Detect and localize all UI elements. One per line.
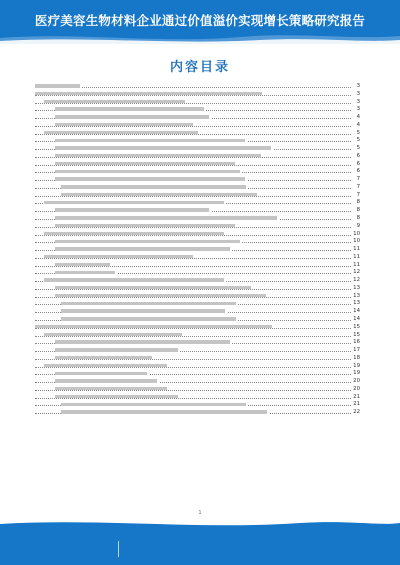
toc-entry-page: 6 (356, 152, 360, 159)
toc-entry-page: 19 (353, 362, 360, 369)
toc-entry[interactable] (35, 152, 360, 160)
toc-entry[interactable] (35, 346, 360, 354)
toc-entry-page: 10 (353, 230, 360, 237)
report-title: 医疗美容生物材料企业通过价值溢价实现增长策略研究报告 (34, 13, 366, 28)
toc-entry-page: 3 (356, 98, 360, 105)
page-number: 1 (198, 510, 202, 516)
toc-entry[interactable] (35, 129, 360, 137)
toc-entry[interactable] (35, 369, 360, 377)
toc-title: 内容目录 (169, 60, 230, 75)
footer-wave-decoration (0, 518, 400, 530)
toc-entry-page: 4 (356, 114, 360, 121)
report-footer (0, 527, 400, 565)
toc-entry[interactable] (35, 121, 360, 129)
toc-entry-page: 10 (353, 238, 360, 245)
toc-entry-label (35, 92, 264, 95)
toc-entry-label (55, 162, 237, 165)
toc-entry[interactable] (35, 323, 360, 331)
toc-entry-page: 16 (353, 339, 360, 346)
toc-entry-page: 12 (353, 277, 360, 284)
toc-entry-label (61, 193, 259, 196)
toc-entry-label (55, 387, 169, 390)
toc-entry-page: 20 (353, 385, 360, 392)
toc-entry-page: 17 (353, 347, 360, 354)
toc-entry-label (44, 131, 200, 134)
toc-entry-page: 20 (353, 378, 360, 385)
toc-entry-label (61, 185, 248, 188)
toc-entry[interactable] (35, 214, 360, 222)
toc-entry-label (44, 255, 195, 258)
toc-entry-label (55, 146, 273, 149)
toc-entry-page: 8 (356, 215, 360, 222)
toc-entry-page: 14 (353, 308, 360, 315)
toc-entry-label (55, 356, 154, 359)
toc-entry[interactable] (35, 292, 360, 300)
toc-entry-page: 3 (356, 90, 360, 97)
toc-entry[interactable] (35, 222, 360, 230)
toc-entry[interactable] (35, 245, 360, 253)
toc-entry-page: 8 (356, 199, 360, 206)
toc-entry[interactable] (35, 276, 360, 284)
toc-entry-label (61, 403, 248, 406)
toc-entry[interactable] (35, 144, 360, 152)
toc-entry-page: 21 (353, 401, 360, 408)
toc-entry-label (55, 216, 279, 219)
toc-entry-page: 14 (353, 315, 360, 322)
toc-entry-page: 19 (353, 370, 360, 377)
table-of-contents (35, 82, 360, 416)
toc-entry-page: 13 (353, 300, 360, 307)
toc-entry-page: 21 (353, 393, 360, 400)
toc-entry-page: 8 (356, 207, 360, 214)
toc-entry-label (55, 170, 242, 173)
toc-entry-label (55, 263, 112, 266)
toc-entry-label (44, 201, 226, 204)
toc-entry-label (55, 240, 242, 243)
toc-entry-label (61, 302, 238, 305)
toc-entry-label (55, 115, 211, 118)
toc-entry-page: 6 (356, 168, 360, 175)
toc-entry-label (55, 348, 180, 351)
toc-entry[interactable] (35, 331, 360, 339)
toc-entry-label (55, 177, 247, 180)
toc-entry[interactable] (35, 315, 360, 323)
toc-entry[interactable] (35, 385, 360, 393)
toc-entry-label (44, 100, 187, 103)
toc-entry[interactable] (35, 105, 360, 113)
toc-entry-page: 6 (356, 160, 360, 167)
toc-entry-label (55, 107, 206, 110)
header-wave-decoration (0, 30, 400, 44)
toc-entry-label (44, 278, 226, 281)
toc-entry[interactable] (35, 253, 360, 261)
toc-entry[interactable] (35, 299, 360, 307)
toc-entry-page: 5 (356, 137, 360, 144)
toc-entry-page: 15 (353, 331, 360, 338)
toc-entry-label (55, 340, 232, 343)
toc-entry-page: 7 (356, 191, 360, 198)
toc-entry-label (35, 325, 274, 328)
toc-entry[interactable] (35, 183, 360, 191)
toc-entry-label (55, 271, 117, 274)
toc-entry-label (61, 309, 227, 312)
toc-entry[interactable] (35, 206, 360, 214)
toc-entry-page: 5 (356, 129, 360, 136)
toc-entry-label (55, 372, 149, 375)
toc-entry[interactable] (35, 393, 360, 401)
toc-entry[interactable] (35, 82, 360, 90)
toc-entry[interactable] (35, 160, 360, 168)
toc-entry-label (55, 247, 232, 250)
toc-leader-dots (35, 87, 351, 88)
toc-entry-page: 11 (353, 246, 360, 253)
toc-entry-page: 11 (353, 261, 360, 268)
toc-entry-page: 11 (353, 253, 360, 260)
toc-entry-label (55, 286, 253, 289)
toc-entry[interactable] (35, 400, 360, 408)
toc-entry[interactable] (35, 230, 360, 238)
toc-entry[interactable] (35, 338, 360, 346)
toc-entry-page: 3 (356, 83, 360, 89)
toc-entry-page: 18 (353, 354, 360, 361)
toc-entry-page: 15 (353, 323, 360, 330)
toc-entry-label (55, 123, 195, 126)
toc-entry-label (44, 364, 169, 367)
toc-entry[interactable] (35, 237, 360, 245)
toc-entry-label (55, 395, 180, 398)
toc-entry-label (61, 410, 269, 413)
toc-entry[interactable] (35, 98, 360, 106)
toc-entry-page: 22 (353, 409, 360, 416)
toc-entry[interactable] (35, 284, 360, 292)
toc-entry[interactable] (35, 90, 360, 98)
toc-entry-label (55, 208, 211, 211)
toc-entry-label (55, 154, 263, 157)
toc-entry-label (44, 333, 184, 336)
toc-entry[interactable] (35, 136, 360, 144)
toc-entry-page: 12 (353, 269, 360, 276)
toc-entry[interactable] (35, 198, 360, 206)
toc-entry-label (55, 294, 268, 297)
toc-entry[interactable] (35, 408, 360, 416)
toc-entry-page: 13 (353, 292, 360, 299)
toc-entry[interactable] (35, 377, 360, 385)
toc-entry[interactable] (35, 268, 360, 276)
toc-entry-label (55, 139, 247, 142)
toc-entry[interactable] (35, 113, 360, 121)
toc-entry-page: 13 (353, 284, 360, 291)
toc-entry-label (55, 224, 237, 227)
toc-entry[interactable] (35, 307, 360, 315)
toc-entry-page: 7 (356, 183, 360, 190)
toc-entry[interactable] (35, 175, 360, 183)
toc-entry-page: 4 (356, 121, 360, 128)
toc-entry[interactable] (35, 261, 360, 269)
report-header (0, 0, 400, 44)
toc-entry-label (61, 317, 238, 320)
toc-entry[interactable] (35, 191, 360, 199)
toc-entry[interactable] (35, 354, 360, 362)
toc-entry-page: 7 (356, 176, 360, 183)
toc-entry-page: 3 (356, 106, 360, 113)
toc-entry-label (55, 379, 159, 382)
toc-entry-page: 5 (356, 145, 360, 152)
toc-entry-page: 9 (356, 222, 360, 229)
toc-entry[interactable] (35, 362, 360, 370)
footer-divider (118, 541, 119, 557)
toc-entry-label (35, 84, 82, 87)
toc-entry[interactable] (35, 167, 360, 175)
toc-entry-label (44, 232, 226, 235)
